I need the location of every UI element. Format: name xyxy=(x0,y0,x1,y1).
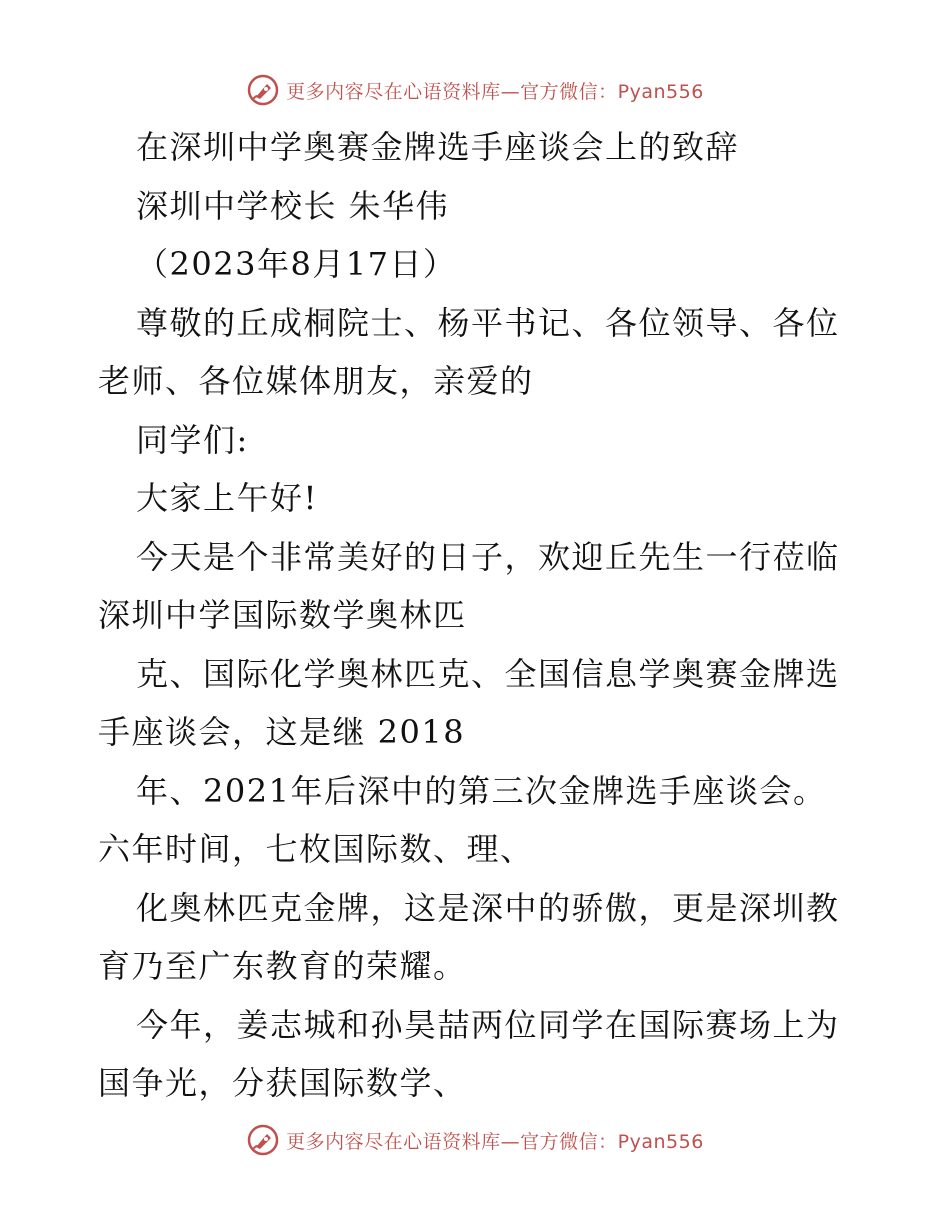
text-line: 育乃至广东教育的荣耀。 xyxy=(98,947,467,985)
text-line: 今年，姜志城和孙昊喆两位同学在国际赛场上为 xyxy=(136,1005,840,1044)
text-line: 国争光，分获国际数学、 xyxy=(98,1064,467,1102)
text-line: 今天是个非常美好的日子，欢迎丘先生一行莅临 xyxy=(136,537,840,576)
pen-nib-logo xyxy=(246,73,280,107)
document-body xyxy=(98,118,858,1113)
text-line: 同学们: xyxy=(136,420,249,459)
text-line: 深圳中学校长 朱华伟 xyxy=(136,186,450,225)
text-line: 在深圳中学奥赛金牌选手座谈会上的致辞 xyxy=(136,128,740,166)
watermark-text: 更多内容尽在心语资料库—官方微信：Pyan556 xyxy=(286,1130,704,1153)
text-line: 克、国际化学奥林匹克、全国信息学奥赛金牌选 xyxy=(136,654,840,693)
text-line: 深圳中学国际数学奥林匹 xyxy=(98,596,467,634)
pen-nib-logo xyxy=(246,1123,280,1157)
watermark-text: 更多内容尽在心语资料库—官方微信：Pyan556 xyxy=(286,80,704,103)
text-line: 大家上午好! xyxy=(136,479,318,517)
text-line: 老师、各位媒体朋友，亲爱的 xyxy=(98,362,534,400)
text-line: 六年时间，七枚国际数、理、 xyxy=(98,830,534,868)
header-watermark xyxy=(0,70,950,110)
text-line: 尊敬的丘成桐院士、杨平书记、各位领导、各位 xyxy=(136,303,840,342)
text-line: （2023年8月17日） xyxy=(136,245,457,283)
footer-watermark xyxy=(0,1120,950,1160)
text-line: 年、2021年后深中的第三次金牌选手座谈会。 xyxy=(136,771,827,810)
text-line: 化奥林匹克金牌，这是深中的骄傲，更是深圳教 xyxy=(136,888,840,927)
text-line: 手座谈会，这是继 2018 xyxy=(98,713,466,751)
